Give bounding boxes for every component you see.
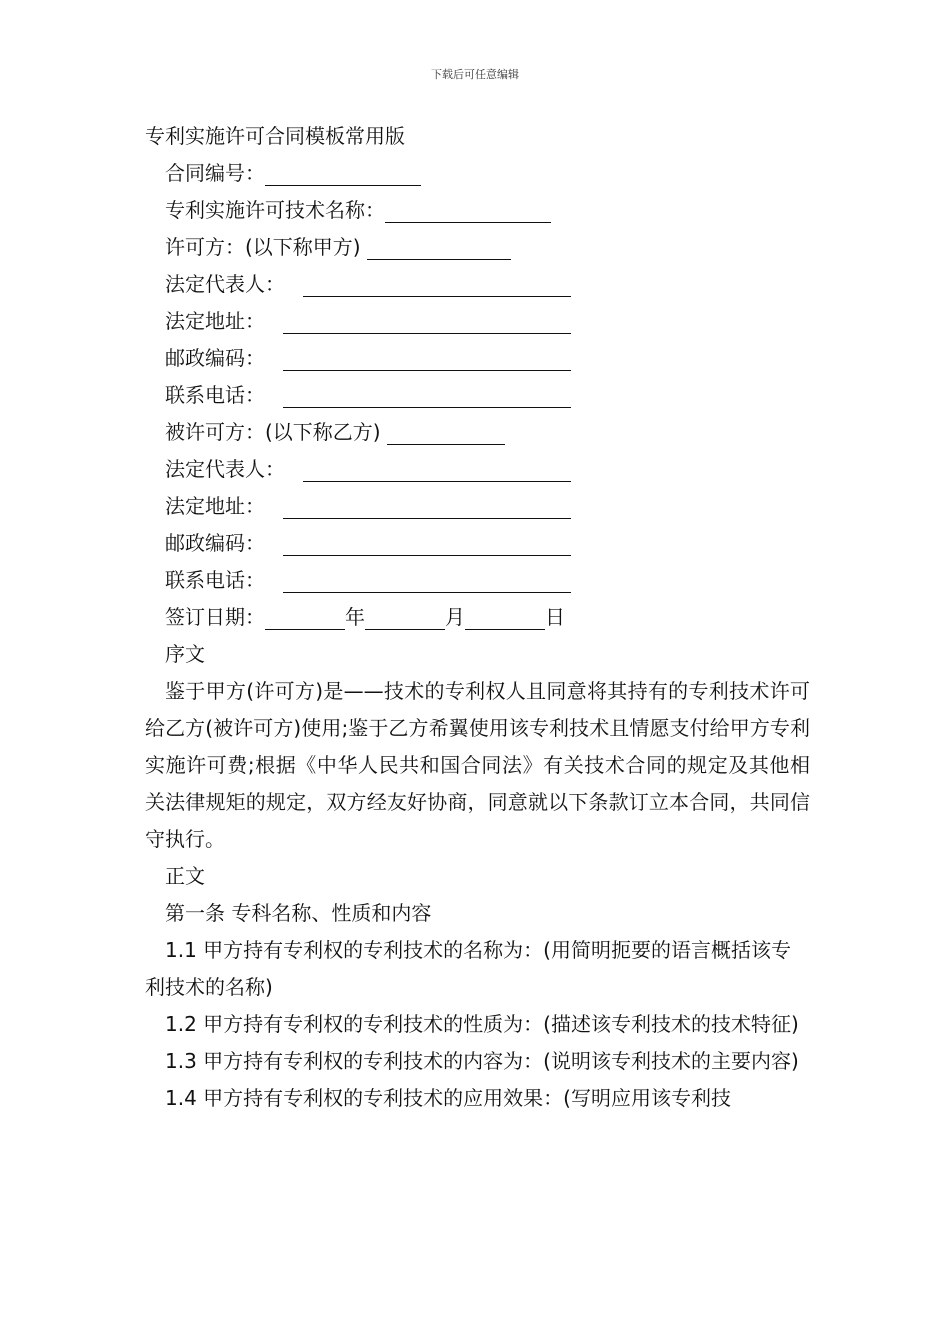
month-label: 月 — [445, 605, 465, 629]
licensor-zip-label: 邮政编码： — [165, 346, 265, 370]
clause-1-2: 1.2 甲方持有专利权的专利技术的性质为：(描述该专利技术的技术特征) — [165, 1012, 799, 1036]
licensor-addr-label: 法定地址： — [165, 309, 265, 333]
licensee-addr-blank[interactable] — [283, 496, 571, 519]
licensee-zip-label: 邮政编码： — [165, 531, 265, 555]
tech-name-label: 专利实施许可技术名称： — [165, 198, 385, 222]
licensor-label: 许可方：(以下称甲方) — [165, 235, 361, 259]
clause-1-1: 1.1 甲方持有专利权的专利技术的名称为：(用简明扼要的语言概括该专利技术的名称) — [145, 938, 791, 999]
licensor-rep-label: 法定代表人： — [165, 272, 285, 296]
sign-date-label: 签订日期： — [165, 605, 265, 629]
licensor-tel-label: 联系电话： — [165, 383, 265, 407]
licensee-label: 被许可方：(以下称乙方) — [165, 420, 381, 444]
contract-no-field — [145, 155, 810, 192]
preface-paragraph: 鉴于甲方(许可方)是——技术的专利权人且同意将其持有的专利技术许可给乙方(被许可方)使用;鉴于乙方希翼使用该专利技术且情愿支付给甲方专利实施许可费;根据《中华人民共和国合同法》有关技术合同的规定及其他相关法律规矩的规定，双方经友好协商，同意就以下条款订立本合同，共同信守执行。 — [145, 679, 810, 851]
document-title: 专利实施许可合同模板常用版 — [145, 124, 405, 148]
licensor-field — [145, 229, 810, 266]
licensor-rep-blank[interactable] — [303, 274, 571, 297]
body-heading: 正文 — [165, 864, 205, 888]
year-label: 年 — [345, 605, 365, 629]
licensee-addr-field — [145, 488, 810, 525]
contract-no-label: 合同编号： — [165, 161, 265, 185]
contract-no-blank[interactable] — [265, 163, 421, 186]
contract-document — [145, 118, 810, 1117]
sign-date-field — [145, 599, 810, 636]
licensee-rep-blank[interactable] — [303, 459, 571, 482]
preface-heading: 序文 — [165, 642, 205, 666]
licensor-addr-field — [145, 303, 810, 340]
licensor-zip-blank[interactable] — [283, 348, 571, 371]
day-label: 日 — [545, 605, 565, 629]
clause-1-3: 1.3 甲方持有专利权的专利技术的内容为：(说明该专利技术的主要内容) — [165, 1049, 799, 1073]
sign-year-blank[interactable] — [265, 607, 345, 630]
article-1-heading: 第一条 专科名称、性质和内容 — [165, 901, 432, 925]
sign-month-blank[interactable] — [365, 607, 445, 630]
licensor-addr-blank[interactable] — [283, 311, 571, 334]
licensee-field — [145, 414, 810, 451]
sign-day-blank[interactable] — [465, 607, 545, 630]
licensee-blank[interactable] — [387, 422, 505, 445]
licensee-addr-label: 法定地址： — [165, 494, 265, 518]
licensor-tel-field — [145, 377, 810, 414]
licensor-tel-blank[interactable] — [283, 385, 571, 408]
clause-1-4: 1.4 甲方持有专利权的专利技术的应用效果：(写明应用该专利技 — [165, 1086, 731, 1110]
licensee-zip-field — [145, 525, 810, 562]
licensee-tel-label: 联系电话： — [165, 568, 265, 592]
tech-name-field — [145, 192, 810, 229]
licensor-blank[interactable] — [367, 237, 511, 260]
tech-name-blank[interactable] — [385, 200, 551, 223]
page-header-note: 下载后可任意编辑 — [431, 68, 519, 81]
licensee-tel-blank[interactable] — [283, 570, 571, 593]
licensee-zip-blank[interactable] — [283, 533, 571, 556]
licensee-tel-field — [145, 562, 810, 599]
licensor-zip-field — [145, 340, 810, 377]
licensor-rep-field — [145, 266, 810, 303]
licensee-rep-field — [145, 451, 810, 488]
licensee-rep-label: 法定代表人： — [165, 457, 285, 481]
